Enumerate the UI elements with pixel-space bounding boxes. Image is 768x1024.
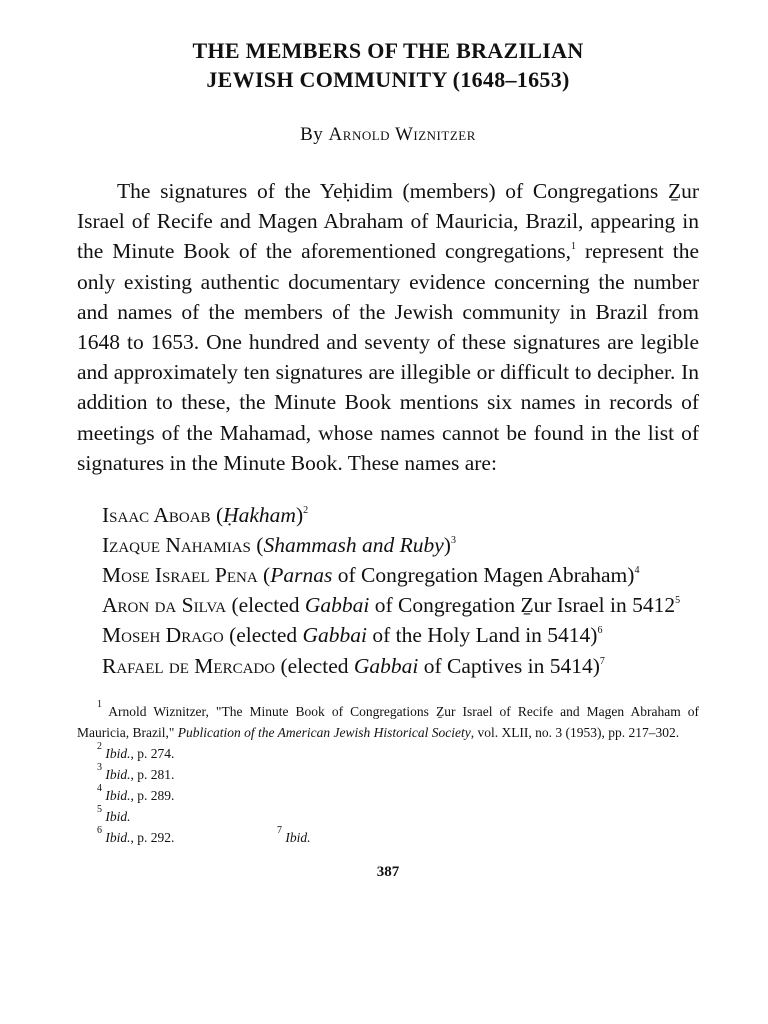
footnote-italic: Ibid. xyxy=(105,745,131,761)
byline xyxy=(77,124,699,146)
footnote-row-6-7 xyxy=(77,824,699,848)
entry-text: ) xyxy=(295,502,304,527)
footnote-marker: 6 xyxy=(97,824,102,836)
entry-text: ) xyxy=(443,532,451,557)
list-item xyxy=(102,651,699,681)
author-name: Arnold Wiznitzer xyxy=(328,124,476,145)
list-item xyxy=(102,530,699,560)
names-list xyxy=(102,500,699,681)
entry-text: (elected xyxy=(275,653,354,678)
list-item xyxy=(102,500,699,530)
paragraph-text-a: The signatures of the Yeḥidim (members) of Congregations Ẕur Israel of Recife and Magen Abraham of Mauricia, Brazil, appearing in the Minute Book of the aforementioned congregations, xyxy=(77,179,699,264)
paragraph-text-b: represent the only existing authentic documentary evidence concerning the number and names of the members of the Jewish community in Brazil from 1648 to 1653. One hundred and seventy of these signatures are legible and approximately ten signatures are illegible or difficult to decipher. In addition to these, the Minute Book mentions six names in records of meetings of the Mahamad, whose names cannot be found in the list of signatures in the Minute Book. These names are: xyxy=(77,239,699,475)
footnotes xyxy=(77,698,699,848)
footnote-text: , p. 281. xyxy=(130,766,175,782)
footnote-ref[interactable]: 7 xyxy=(599,655,605,667)
footnote-italic: Ibid. xyxy=(105,808,131,824)
entry-text: of Congregation Ẕur Israel in 5412 xyxy=(369,593,676,618)
list-item xyxy=(102,590,699,620)
footnote-3 xyxy=(77,761,699,785)
list-item xyxy=(102,560,699,590)
footnote-text: Arnold Wiznitzer, "The Minute Book of Congregations Ẕur Israel of Recife and Magen Abraham of Mauricia, Brazil," xyxy=(77,703,699,740)
footnote-italic: Ibid. xyxy=(105,787,131,803)
entry-text: ( xyxy=(257,562,271,587)
member-name: Izaque Nahamias xyxy=(102,532,251,557)
entry-text: ( xyxy=(250,532,264,557)
body-paragraph xyxy=(77,176,699,478)
footnote-6 xyxy=(77,824,277,848)
footnote-ref[interactable]: 5 xyxy=(675,595,681,607)
entry-italic: Gabbai xyxy=(353,653,419,678)
entry-text: (elected xyxy=(223,623,303,648)
footnote-ref[interactable]: 6 xyxy=(597,625,603,637)
footnote-italic: Ibid. xyxy=(285,829,311,845)
footnote-1 xyxy=(77,698,699,743)
footnote-5 xyxy=(77,803,699,827)
footnote-2 xyxy=(77,740,699,764)
entry-text: (elected xyxy=(226,593,305,618)
member-name: Rafael de Mercado xyxy=(102,653,276,678)
footnote-marker: 2 xyxy=(97,740,102,752)
document-page xyxy=(77,36,699,881)
list-item xyxy=(102,620,699,650)
footnote-ref[interactable]: 3 xyxy=(450,534,456,546)
footnote-marker: 3 xyxy=(97,761,102,773)
entry-italic: Shammash and Ruby xyxy=(263,532,444,557)
title-line-2: JEWISH COMMUNITY (1648–1653) xyxy=(206,67,570,92)
footnote-text: , vol. XLII, no. 3 (1953), pp. 217–302. xyxy=(470,724,680,740)
article-title xyxy=(77,36,699,94)
footnote-ref[interactable]: 4 xyxy=(634,564,640,576)
footnote-text: , p. 274. xyxy=(130,745,175,761)
byline-by: By xyxy=(300,124,324,145)
footnote-ref-1[interactable]: 1 xyxy=(570,241,576,253)
footnote-italic: Ibid. xyxy=(105,766,131,782)
footnote-7 xyxy=(277,824,311,848)
footnote-italic: Publication of the American Jewish Historical Society xyxy=(177,724,471,740)
member-name: Aron da Silva xyxy=(102,593,227,618)
entry-text: ( xyxy=(210,502,224,527)
page-number: 387 xyxy=(376,863,400,880)
member-name: Moseh Drago xyxy=(102,623,224,648)
footnote-4 xyxy=(77,782,699,806)
footnote-italic: Ibid. xyxy=(105,829,131,845)
entry-italic: Gabbai xyxy=(302,623,367,648)
footnote-ref[interactable]: 2 xyxy=(303,504,309,516)
footnote-marker: 7 xyxy=(277,824,282,836)
entry-text: of the Holy Land in 5414) xyxy=(366,623,598,648)
entry-text: of Congregation Magen Abraham) xyxy=(332,562,635,587)
footnote-text: , p. 292. xyxy=(130,829,175,845)
footnote-marker: 4 xyxy=(97,782,102,794)
entry-italic: Parnas xyxy=(270,562,333,587)
member-name: Mose Israel Pena xyxy=(102,562,258,587)
entry-italic: Ḥakham xyxy=(223,502,296,527)
footnote-text: , p. 289. xyxy=(130,787,175,803)
member-name: Isaac Aboab xyxy=(102,502,211,527)
title-line-1: THE MEMBERS OF THE BRAZILIAN xyxy=(192,38,584,63)
entry-text: of Captives in 5414) xyxy=(418,653,600,678)
footnote-marker: 1 xyxy=(97,698,102,710)
footnote-marker: 5 xyxy=(97,803,102,815)
entry-italic: Gabbai xyxy=(304,593,370,618)
